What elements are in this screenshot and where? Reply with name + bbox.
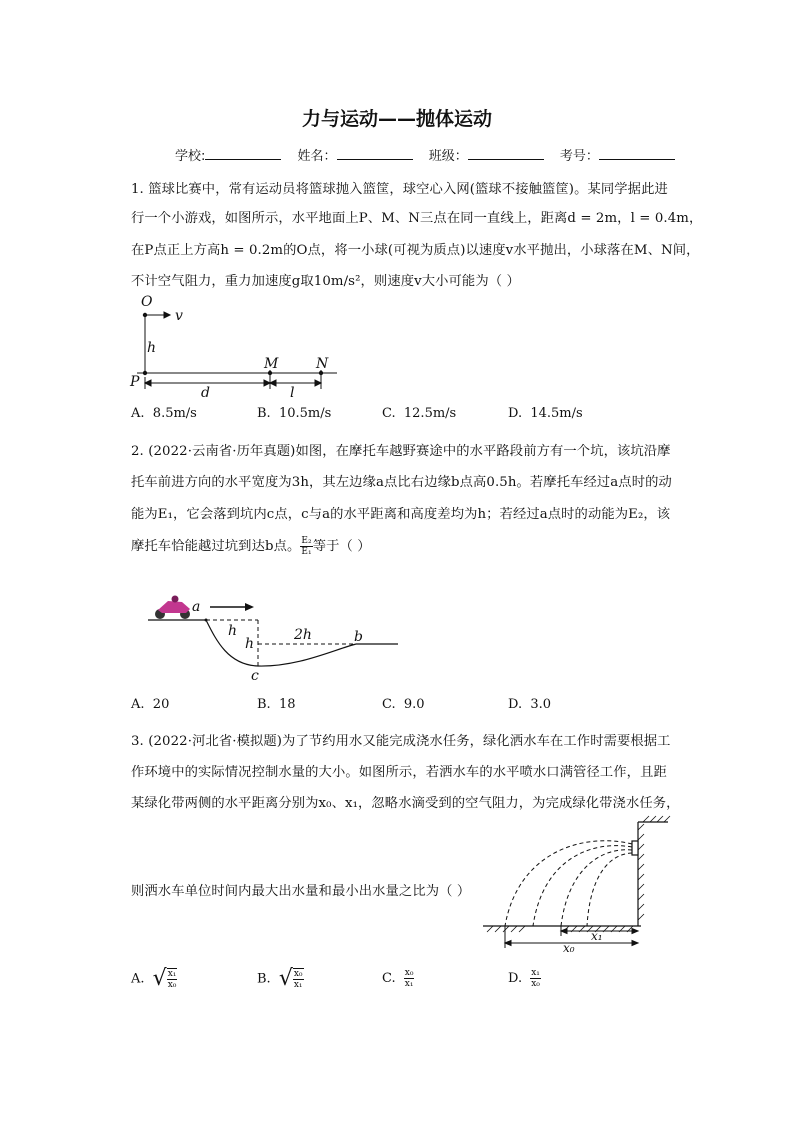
q2-label-h-side: h [245,636,255,652]
q2-label-b: b [354,629,363,645]
q1-label-O: O [141,294,153,310]
q3-option-a[interactable]: A. √ $\frac{\text{x₁}}{\text{x₀}}$ [131,966,177,991]
q3-label-x0: x₀ [563,941,575,955]
q3-diagram [483,814,673,954]
q2-diagram [148,595,403,684]
q1-label-d: d [201,385,210,401]
q2-label-c: c [251,668,259,684]
q1-label-N: N [316,356,329,372]
q3-line-4: 则洒水车单位时间内最大出水量和最小出水量之比为（ ） [131,884,471,899]
q2-option-b[interactable]: B. 18 [257,697,296,712]
name-blank[interactable] [337,147,413,160]
q1-option-d[interactable]: D. 14.5m/s [508,406,583,421]
class-blank[interactable] [468,147,544,160]
q1-diagram [125,290,345,400]
q1-label-M: M [264,356,279,372]
q3-line-2: 作环境中的实际情况控制水量的大小。如图所示，若洒水车的水平喷水口满管径工作，且距 [131,765,667,780]
school-blank[interactable] [205,147,281,160]
q1-option-b[interactable]: B. 10.5m/s [257,406,332,421]
name-label: 姓名： [297,149,337,164]
q1-point-P [143,371,147,375]
q1-line-4: 不计空气阻力，重力加速度g取10m/s²，则速度v大小可能为（ ） [131,274,520,289]
q3-line-3: 某绿化带两侧的水平距离分别为x₀、x₁，忽略水滴受到的空气阻力，为完成绿化带浇水任务， [131,796,680,811]
motorcycle-icon [155,596,190,620]
school-label: 学校: [175,149,206,164]
class-label: 班级： [428,149,468,164]
q3-option-b[interactable]: B. √ $\frac{\text{x₀}}{\text{x₁}}$ [257,966,303,991]
q1-label-P: P [130,374,140,390]
q1-label-l: l [290,385,295,401]
q3-line-1: 3. (2022·河北省·模拟题)为了节约用水又能完成浇水任务，绿化洒水车在工作时需要根据工 [131,734,671,749]
q2-label-h-top: h [228,623,238,639]
q1-line-2: 行一个小游戏，如图所示，水平地面上P、M、N三点在同一直线上，距离d = 2m，l = 0.4m， [131,211,703,226]
q2-option-a[interactable]: A. 20 [131,697,170,712]
q2-line-2: 托车前进方向的水平宽度为3h，其左边缘a点比右边缘b点高0.5h。若摩托车经过a点时的动 [131,475,672,490]
q2-line-1: 2. (2022·云南省·历年真题)如图，在摩托车越野赛途中的水平路段前方有一个坑，该坑沿摩 [131,444,671,459]
q2-line-4: 摩托车恰能越过坑到达b点。 $\frac{\text{E₂}}{\text{E₁}}$ 等于（ ） [131,536,371,557]
q1-option-a[interactable]: A. 8.5m/s [131,406,197,421]
q1-line-3: 在P点正上方高h = 0.2m的O点，将一小球(可视为质点)以速度v水平抛出，小球落在M、N间， [131,243,700,258]
q2-line-3: 能为E₁，它会落到坑内c点，c与a的水平距离和高度差均为h；若经过a点时的动能为E₂，该 [131,507,671,522]
q1-line-1: 1. 篮球比赛中，常有运动员将篮球抛入篮筐，球空心入网(篮球不接触篮筐)。某同学据此进 [131,182,668,197]
exam-no-blank[interactable] [599,147,675,160]
student-info-line [175,145,687,164]
page-title: 力与运动——抛体运动 [301,108,492,130]
q3-option-c[interactable]: C. $\frac{\text{x₀}}{\text{x₁}}$ [382,968,414,989]
q3-trajectory-1 [505,841,632,926]
q1-label-v: v [175,308,183,324]
q3-nozzle [632,841,638,855]
q1-option-c[interactable]: C. 12.5m/s [382,406,457,421]
q2-label-a: a [192,599,201,615]
q3-trajectory-4 [587,853,632,926]
q3-option-d[interactable]: D. $\frac{\text{x₁}}{\text{x₀}}$ [508,968,540,989]
q3-label-x1: x₁ [591,929,603,943]
q3-trajectory-2 [533,846,632,926]
q3-trajectory-3 [561,850,632,926]
exam-no-label: 考号： [559,149,599,164]
q2-label-2h: 2h [294,627,312,643]
q1-point-O [143,313,147,317]
q2-option-c[interactable]: C. 9.0 [382,697,425,712]
q2-option-d[interactable]: D. 3.0 [508,697,552,712]
q1-label-h: h [147,340,157,356]
